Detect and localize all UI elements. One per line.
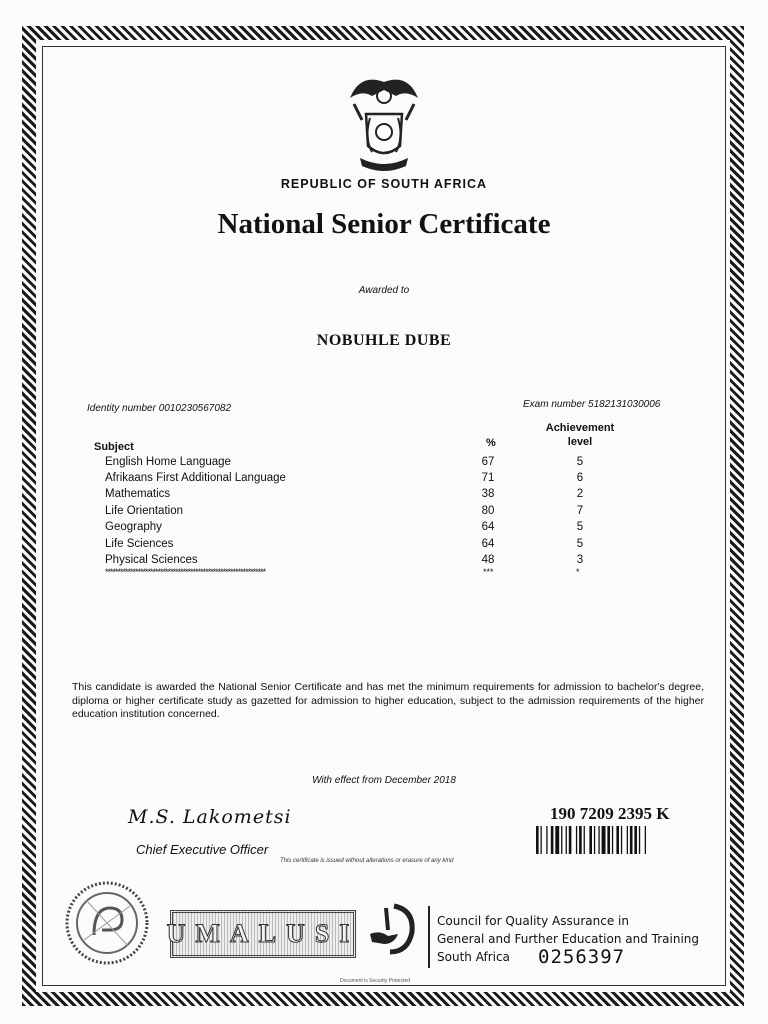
subject-name: Geography (105, 521, 162, 533)
certificate-number: 190 7209 2395 K (550, 804, 670, 823)
exam-number: Exam number 5182131030006 (523, 399, 661, 410)
subject-name: Mathematics (105, 488, 171, 500)
umalusi-stamp (166, 910, 360, 958)
subject-percent: 80 (481, 505, 495, 517)
level-header-line2: level (567, 436, 593, 448)
result-row (0, 505, 768, 521)
subject-level: 3 (576, 554, 584, 566)
signatory-title: Chief Executive Officer (136, 842, 269, 857)
signature: M.S. Lakometsi (128, 806, 292, 828)
subject-level: 7 (576, 505, 584, 517)
subject-percent: 64 (481, 538, 495, 550)
subject-level: 6 (576, 472, 584, 484)
subject-percent: 38 (481, 488, 495, 500)
result-row (0, 538, 768, 554)
candidate-name: NOBUHLE DUBE (316, 332, 452, 349)
coat-of-arms-icon (340, 68, 428, 176)
validity-note: This certificate is issued without alterations or erasure of any kind (280, 858, 454, 864)
embossed-seal-icon (64, 880, 150, 966)
council-line3: South Africa (437, 950, 510, 964)
serial-number: 0256397 (538, 946, 626, 968)
filler-asterisks-percent: *** (483, 567, 494, 577)
council-line1: Council for Quality Assurance in (437, 914, 629, 928)
subject-level: 5 (576, 538, 584, 550)
council-line2: General and Further Education and Training (437, 932, 700, 946)
result-row (0, 521, 768, 537)
result-row (0, 472, 768, 488)
subject-column-header: Subject (94, 441, 134, 453)
subject-level: 5 (576, 456, 584, 468)
filler-asterisks-level: * (576, 567, 580, 577)
subject-name: English Home Language (105, 456, 231, 468)
subject-percent: 71 (481, 472, 495, 484)
level-header-line1: Achievement (545, 422, 615, 434)
barcode-icon (536, 826, 696, 854)
subject-name: Afrikaans First Additional Language (105, 472, 286, 484)
subject-level: 5 (576, 521, 584, 533)
council-divider (428, 906, 430, 968)
subject-percent: 48 (481, 554, 495, 566)
award-statement: This candidate is awarded the National Senior Certificate and has met the minimum requirements for admission to bachelor's degree, diploma or higher certificate study as gazetted for admission to higher education, subject to the admission requirements of the higher education institution concerned. (72, 681, 704, 720)
result-row (0, 488, 768, 504)
subject-name: Life Orientation (105, 505, 183, 517)
result-row (0, 456, 768, 472)
identity-number: Identity number 0010230567082 (87, 403, 232, 414)
umalusi-logo-icon (364, 900, 420, 958)
subject-level: 2 (576, 488, 584, 500)
effective-date: With effect from December 2018 (312, 775, 456, 786)
certificate-title: National Senior Certificate (217, 208, 551, 240)
subject-percent: 67 (481, 456, 495, 468)
stamp-text: UMALUSI (166, 919, 360, 948)
level-column-header (530, 421, 630, 449)
subject-name: Physical Sciences (105, 554, 198, 566)
awarded-to-label: Awarded to (358, 285, 410, 296)
filler-asterisks-subject: **************************************************************** (105, 567, 266, 577)
footer-note: Document is Security Protected (340, 978, 411, 984)
subject-name: Life Sciences (105, 538, 174, 550)
subject-percent: 64 (481, 521, 495, 533)
percent-column-header: % (486, 437, 496, 449)
country-heading: REPUBLIC OF SOUTH AFRICA (280, 177, 488, 191)
